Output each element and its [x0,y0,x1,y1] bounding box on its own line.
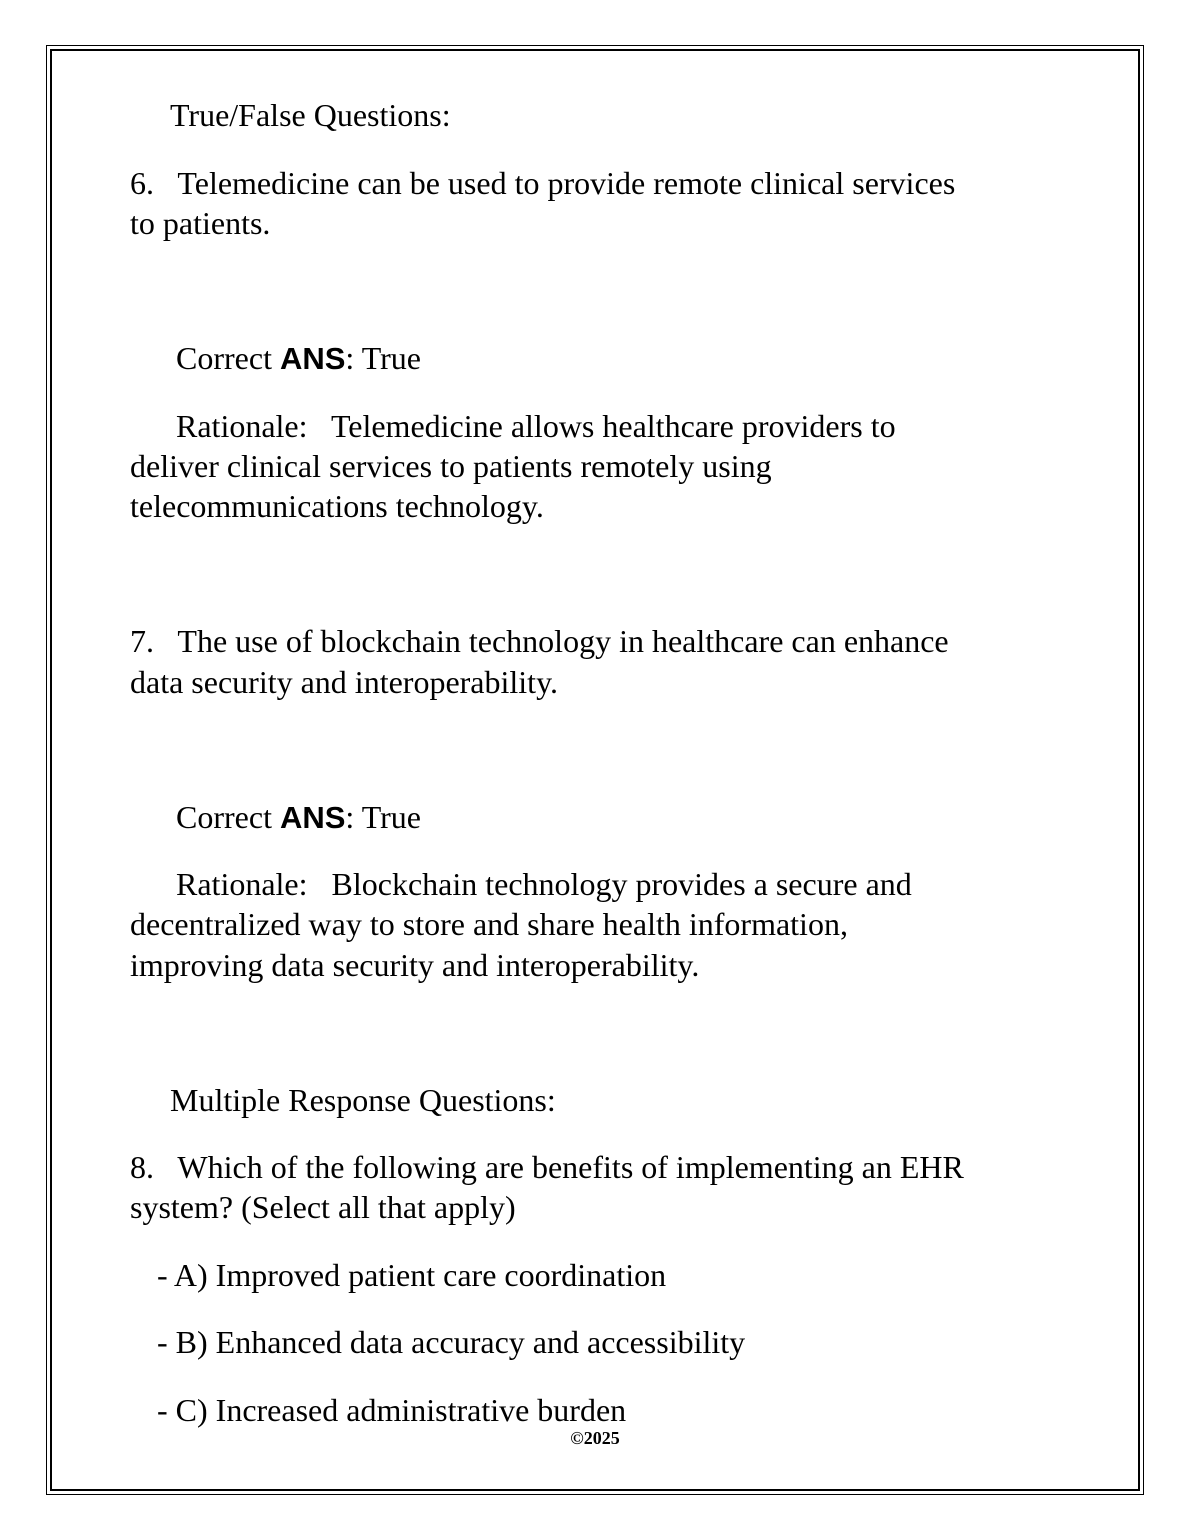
question-7-number: 7. [130,623,154,659]
question-7-line-2: data security and interoperability. [130,664,558,700]
question-7-answer [176,797,421,838]
true-false-heading: True/False Questions: [170,97,451,133]
question-8-text-1: Which of the following are benefits of implementing an EHR [177,1149,964,1185]
rationale-text-1: Telemedicine allows healthcare providers to [330,408,896,444]
question-6-rationale-line-2: deliver clinical services to patients remotely using [130,448,772,484]
question-6-line-1 [130,163,955,203]
multiple-response-heading: Multiple Response Questions: [170,1082,556,1118]
rationale-text-1: Blockchain technology provides a secure and [331,866,912,902]
question-8-number: 8. [130,1149,154,1185]
copyright-footer: ©2025 [570,1428,620,1448]
question-7-rationale-line-2: decentralized way to store and share health information, [130,906,848,942]
rationale-label: Rationale: [176,866,308,902]
answer-value: : True [345,799,421,835]
question-7-rationale-line-3: improving data security and interoperability. [130,947,700,983]
answer-prefix: Correct [176,799,280,835]
question-7-line-1 [130,621,949,661]
option-c: - C) Increased administrative burden [157,1392,627,1428]
question-6-line-2: to patients. [130,205,271,241]
question-6-rationale-line-1 [176,406,896,446]
question-8-line-1 [130,1147,964,1187]
question-6-rationale-line-3: telecommunications technology. [130,488,544,524]
question-8-line-2: system? (Select all that apply) [130,1189,516,1225]
answer-keyword: ANS [279,341,346,376]
question-6-text-1: Telemedicine can be used to provide remote clinical services [177,165,956,201]
answer-keyword: ANS [279,800,346,835]
question-6-answer [176,338,421,379]
answer-prefix: Correct [176,340,280,376]
rationale-label: Rationale: [176,408,308,444]
question-7-text-1: The use of blockchain technology in healthcare can enhance [177,623,949,659]
question-7-rationale-line-1 [176,864,912,904]
question-6-number: 6. [130,165,154,201]
option-b: - B) Enhanced data accuracy and accessibility [157,1324,746,1360]
answer-value: : True [345,340,421,376]
option-a: - A) Improved patient care coordination [157,1257,667,1293]
